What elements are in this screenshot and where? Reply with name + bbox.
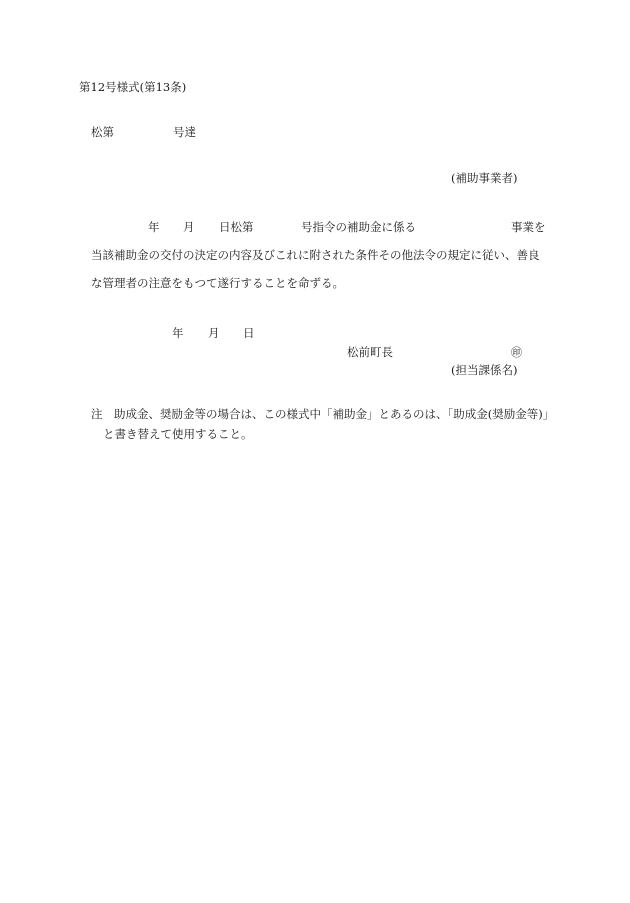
recipient-label: (補助事業者) (451, 171, 518, 185)
seal-mark: ㊞ (511, 346, 522, 359)
form-header: 第12号様式(第13条) (79, 80, 187, 94)
note-line1: 助成金、奨励金等の場合は、この様式中「補助金」とあるのは、「助成金(奨励金等)」 (114, 407, 555, 421)
date-day: 日 (243, 326, 255, 340)
date-year: 年 (172, 326, 184, 340)
body-year: 年 (148, 220, 160, 234)
body-line3: な管理者の注意をもつて遂行することを命ずる。 (91, 276, 344, 290)
department-label: (担当課係名) (451, 363, 518, 377)
body-line2: 当該補助金の交付の決定の内容及びこれに附された条件その他法令の規定に従い、善良 (91, 248, 540, 262)
date-month: 月 (208, 326, 220, 340)
ref-number-suffix: 号達 (173, 125, 196, 139)
body-month: 月 (183, 220, 195, 234)
body-middle: 号指令の補助金に係る (301, 220, 416, 234)
body-line1-end: 事業を (511, 220, 546, 234)
body-day-prefix: 日松第 (219, 220, 254, 234)
issuer-title: 松前町長 (347, 345, 393, 359)
ref-number-prefix: 松第 (91, 125, 114, 139)
note-label: 注 (91, 407, 103, 421)
note-line2: と書き替えて使用すること。 (103, 427, 253, 441)
